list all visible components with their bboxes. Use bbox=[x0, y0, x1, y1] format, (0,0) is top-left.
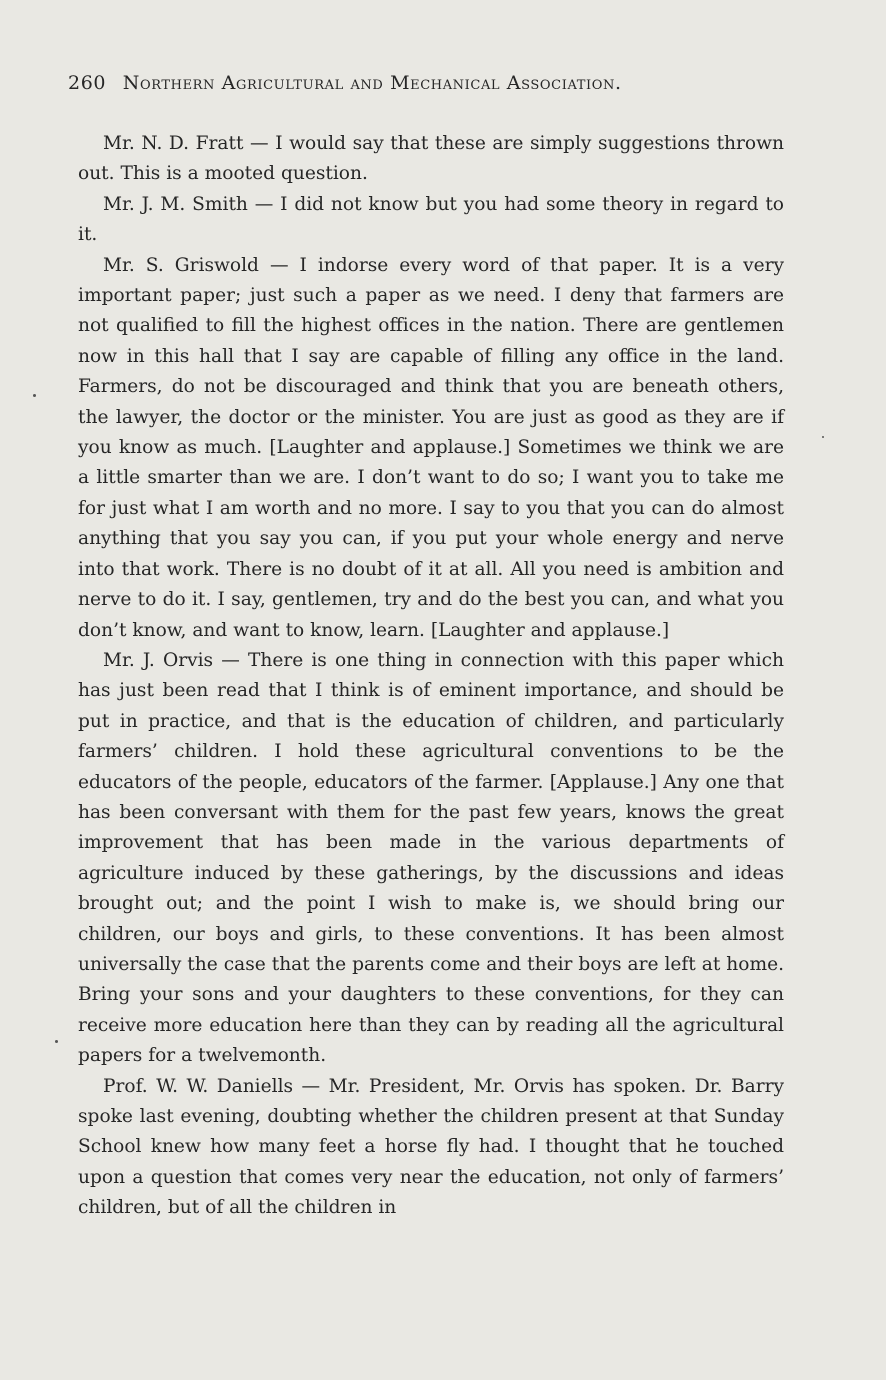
em-dash: — bbox=[243, 133, 276, 154]
page-number: 260 bbox=[68, 72, 107, 94]
speech-text: There is one thing in connection with this paper which has just been read that I think is of eminent importance, and should be put in practice, and that is the education of children, and particularly farmers’ children. I hold these agricultural conventions to be the educators of the people, educators of the farmer. [Applause.] Any one that has been conversant with them for the past few years, knows the great improvement that has been made in the various departments of agriculture induced by these gatherings, by the discussions and ideas brought out; and the point I wish to make is, we should bring our children, our boys and girls, to these conventions. It has been almost universally the case that the parents come and their boys are left at home. Bring your sons and your daughters to these conventions, for they can receive more education here than they can by reading all the agricultural papers for a twelvemonth. bbox=[78, 649, 784, 1067]
em-dash: — bbox=[258, 254, 300, 276]
speech-paragraph bbox=[78, 129, 784, 190]
speaker-name: Mr. S. Griswold bbox=[103, 254, 259, 276]
speaker-name: Prof. W. W. Daniells bbox=[103, 1075, 294, 1097]
speaker-name: Mr. N. D. Fratt bbox=[103, 133, 244, 154]
page-body bbox=[78, 129, 784, 1224]
em-dash: — bbox=[293, 1075, 329, 1097]
speaker-name: Mr. J. M. Smith bbox=[103, 193, 248, 215]
speech-text: Mr. President, Mr. Orvis has spoken. Dr. Barry spoke last evening, doubting whether the children present at that Sunday School knew how many feet a horse fly had. I thought that he touched upon a question that comes very near the education, not only of farmers’ children, but of all the children in bbox=[78, 1075, 784, 1219]
em-dash: — bbox=[247, 193, 281, 215]
margin-speck bbox=[55, 1040, 58, 1043]
speech-paragraph bbox=[78, 1072, 784, 1224]
speech-text: I would say that these are simply suggestions thrown out. This is a mooted question. bbox=[78, 133, 784, 185]
speaker-name: Mr. J. Orvis bbox=[103, 649, 214, 671]
margin-speck bbox=[822, 436, 824, 438]
speech-paragraph bbox=[78, 646, 784, 1072]
speech-text: I did not know but you had some theory in regard to it. bbox=[78, 193, 784, 246]
margin-speck bbox=[33, 394, 36, 397]
speech-paragraph bbox=[78, 190, 784, 251]
em-dash: — bbox=[213, 649, 248, 671]
speech-text: I indorse every word of that paper. It is a very important paper; just such a paper as we need. I deny that farmers are not qualified to fill the highest offices in the nation. There are gentlemen now in this hall that I say are capable of filling any office in the land. Farmers, do not be discouraged and think that you are beneath others, the lawyer, the doctor or the minister. You are just as good as they are if you know as much. [Laughter and applause.] Sometimes we think we are a little smarter than we are. I don’t want to do so; I want you to take me for just what I am worth and no more. I say to you that you can do almost anything that you say you can, if you put your whole energy and nerve into that work. There is no doubt of it at all. All you need is ambition and nerve to do it. I say, gentlemen, try and do the best you can, and what you don’t know, and want to know, learn. [Laughter and applause.] bbox=[78, 254, 785, 641]
running-title: Northern Agricultural and Mechanical Association. bbox=[122, 72, 622, 94]
speech-paragraph bbox=[78, 251, 784, 646]
running-head bbox=[68, 72, 768, 94]
